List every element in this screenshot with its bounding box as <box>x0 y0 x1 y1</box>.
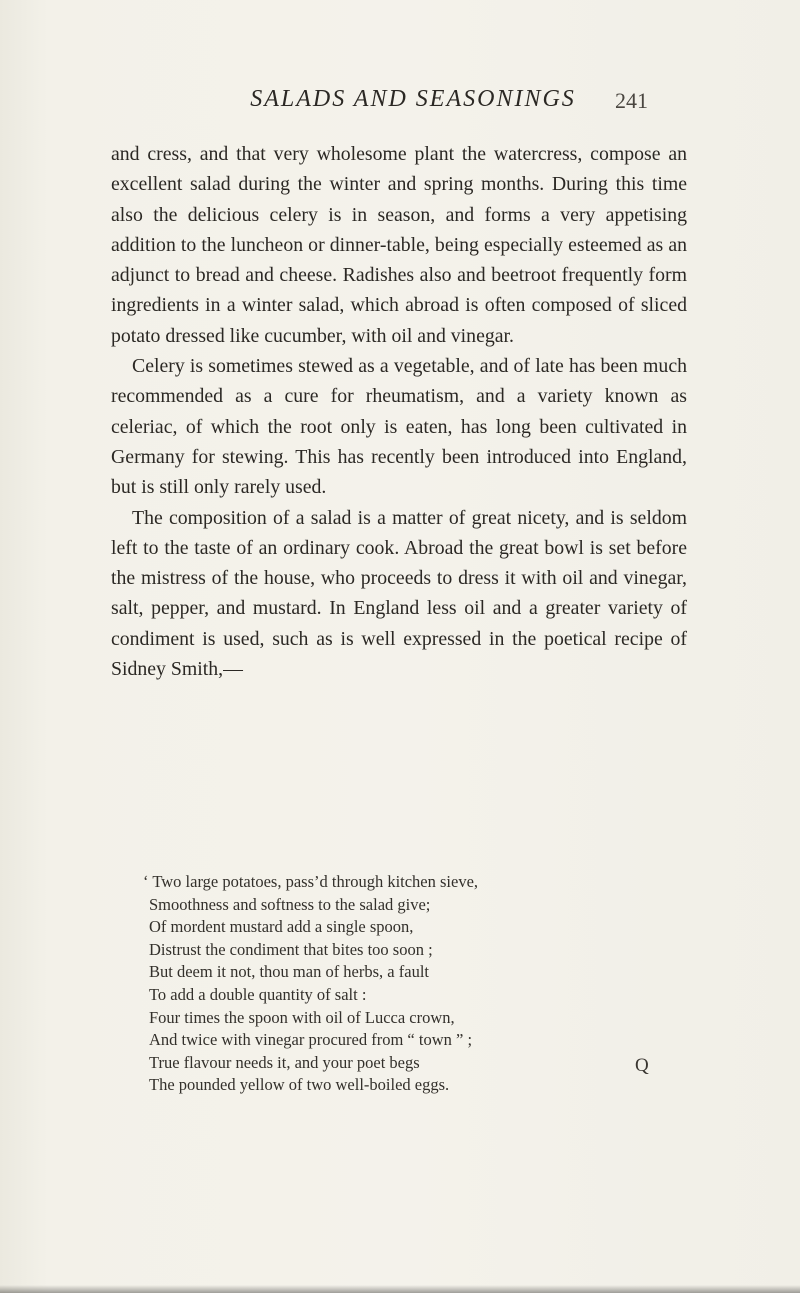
verse-line: Of mordent mustard add a single spoon, <box>149 917 414 937</box>
paragraph: The composition of a salad is a matter of great nicety, and is seldom left to the taste of an ordinary cook. Abroad the great bowl is set before the mistress of the house, who proceeds to dress it with oil and vinegar, salt, pepper, and mustard. In England less oil and a greater variety of condiment is used, such as is well expressed in the poetical recipe of Sidney Smith,— <box>111 506 687 681</box>
page-number: 241 <box>615 88 648 113</box>
verse-line: Four times the spoon with oil of Lucca crown, <box>149 1007 455 1027</box>
verse-line: ‘ Two large potatoes, pass’d through kitchen sieve, <box>143 872 479 891</box>
verse-quotation <box>143 871 663 1097</box>
verse-line: And twice with vinegar procured from “ town ” ; <box>149 1030 473 1050</box>
paragraph: and cress, and that very wholesome plant the watercress, compose an excellent salad during the winter and spring months. During this time also the delicious celery is in season, and forms a very appetising addition to the luncheon or dinner-table, being especially esteemed as an adjunct to bread and cheese. Radishes also and beetroot frequently form ingredients in a winter salad, which abroad is often composed of sliced potato dressed like cucumber, with oil and vinegar. <box>111 143 687 347</box>
signature-mark: Q <box>635 1055 649 1076</box>
verse-line: The pounded yellow of two well-boiled eggs. <box>149 1075 450 1095</box>
paragraph: Celery is sometimes stewed as a vegetable, and of late has been much recommended as a cure for rheumatism, and a variety known as celeriac, of which the root only is eaten, has long been cultivated in Germany for stewing. This has recently been introduced into England, but is still only rarely used. <box>111 355 687 499</box>
page-header <box>0 86 800 116</box>
verse-line: To add a double quantity of salt : <box>149 984 367 1004</box>
verse-line: Smoothness and softness to the salad give; <box>149 894 431 914</box>
verse-line: Distrust the condiment that bites too soon ; <box>149 939 433 959</box>
body-text <box>111 139 687 684</box>
page-edge-shadow <box>0 1285 800 1293</box>
verse-line: True flavour needs it, and your poet begs <box>149 1052 420 1072</box>
verse-line: But deem it not, thou man of herbs, a fault <box>149 962 429 982</box>
running-title: SALADS AND SEASONINGS <box>250 86 576 112</box>
